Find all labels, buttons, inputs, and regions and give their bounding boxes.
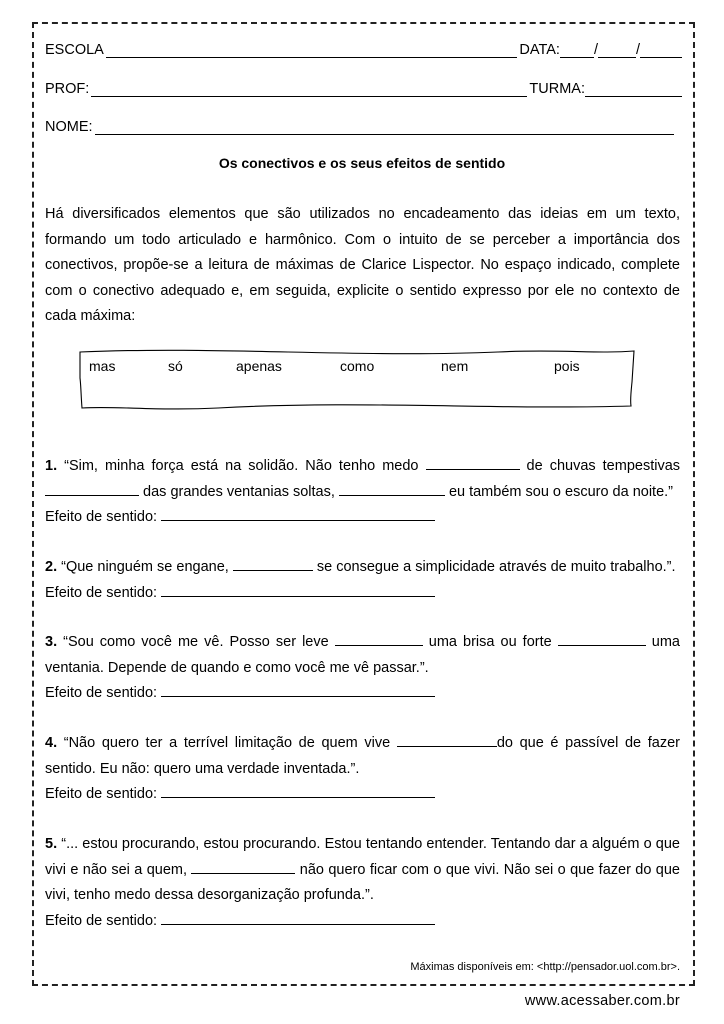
page-title: Os conectivos e os seus efeitos de sentido: [218, 155, 506, 171]
word-bank-item: mas: [89, 358, 116, 374]
question-text: “... estou procurando, estou procurando. Estou tentando entender. Tentando dar a alguém o que vivi e não sei a quem,: [45, 836, 681, 878]
website-footer: www.acessaber.com.br: [524, 993, 680, 1009]
source-note: Máximas disponíveis em: <http://pensador.uol.com.br>.: [410, 961, 680, 973]
question-text: “Sim, minha força está na solidão. Não tenho medo: [64, 458, 419, 474]
answer-blank[interactable]: [191, 861, 295, 874]
question-text: de chuvas tempestivas: [526, 458, 681, 474]
date-separator: /: [635, 42, 640, 58]
school-date-row: [45, 42, 682, 58]
answer-blank[interactable]: [339, 483, 445, 496]
name-field[interactable]: [95, 121, 674, 135]
question-text: das grandes ventanias soltas,: [143, 483, 335, 500]
effect-row: [45, 782, 680, 808]
question-text: “Que ninguém se engane,: [61, 559, 229, 575]
teacher-label: PROF:: [45, 81, 90, 97]
answer-blank[interactable]: [233, 558, 313, 571]
word-bank-item: pois: [554, 358, 580, 374]
date-year-field[interactable]: [640, 44, 682, 58]
school-field[interactable]: [106, 44, 518, 58]
effect-label: Efeito de sentido:: [45, 584, 158, 601]
question-number: 5.: [45, 836, 58, 852]
word-bank-item: nem: [441, 358, 469, 374]
question-2: [45, 555, 680, 606]
word-bank-item: só: [168, 358, 183, 374]
question-text: do que é passível de fazer sentido. Eu não: quero uma verdade inventada.”.: [45, 735, 680, 777]
question-5: [45, 832, 680, 934]
question-text: uma ventania. Depende de quando e como você me vê passar.”.: [45, 634, 680, 676]
question-number: 2.: [45, 559, 58, 575]
effect-field[interactable]: [161, 912, 435, 925]
question-text: não quero ficar com o que vivi. Não sei o que fazer do que vivi, tenho medo dessa desorganização profunda.”.: [45, 861, 680, 903]
question-3: [45, 630, 680, 707]
answer-blank[interactable]: [45, 483, 139, 496]
effect-field[interactable]: [161, 508, 435, 521]
class-label: TURMA:: [529, 81, 585, 97]
question-number: 4.: [45, 735, 58, 751]
question-1: [45, 454, 680, 531]
question-text: uma brisa ou forte: [428, 634, 552, 650]
question-text: “Não quero ter a terrível limitação de quem vive: [63, 735, 391, 751]
answer-blank[interactable]: [426, 457, 520, 470]
question-4: [45, 731, 680, 808]
intro-text: Há diversificados elementos que são utilizados no encadeamento das ideias em um texto, formando um todo articulado e harmônico. Com o intuito de se perceber a importância dos conectivos, propõe-se a leitura de máximas de Clarice Lispector. No espaço indicado, complete com o conectivo adequado e, em seguida, explicite o sentido expresso por ele no contexto de cada máxima:: [45, 206, 680, 324]
teacher-class-row: [45, 81, 682, 97]
word-bank-item: como: [340, 358, 375, 374]
date-month-field[interactable]: [598, 44, 636, 58]
answer-blank[interactable]: [335, 633, 423, 646]
answer-blank[interactable]: [558, 633, 646, 646]
effect-label: Efeito de sentido:: [45, 786, 158, 802]
date-label: DATA:: [519, 42, 560, 58]
teacher-field[interactable]: [91, 83, 527, 97]
question-text: “Sou como você me vê. Posso ser leve: [63, 634, 329, 650]
effect-row: [45, 581, 680, 607]
question-number: 3.: [45, 634, 58, 650]
effect-field[interactable]: [161, 584, 435, 597]
question-number: 1.: [45, 458, 58, 474]
class-field[interactable]: [585, 83, 682, 97]
date-separator: /: [593, 42, 598, 58]
effect-field[interactable]: [161, 785, 435, 798]
effect-row: [45, 505, 680, 531]
date-day-field[interactable]: [560, 44, 594, 58]
effect-row: [45, 681, 680, 707]
name-label: NOME:: [45, 119, 93, 135]
effect-field[interactable]: [161, 684, 435, 697]
word-bank-item: apenas: [236, 358, 282, 374]
intro-paragraph: [45, 202, 680, 330]
effect-row: [45, 909, 680, 935]
effect-label: Efeito de sentido:: [45, 509, 158, 525]
question-text: se consegue a simplicidade através de muito trabalho.”.: [316, 559, 676, 575]
name-row: [45, 119, 676, 135]
effect-label: Efeito de sentido:: [45, 685, 158, 701]
question-text: eu também sou o escuro da noite.”: [448, 483, 674, 500]
answer-blank[interactable]: [397, 734, 497, 747]
effect-label: Efeito de sentido:: [45, 912, 158, 929]
school-label: ESCOLA: [45, 42, 104, 58]
